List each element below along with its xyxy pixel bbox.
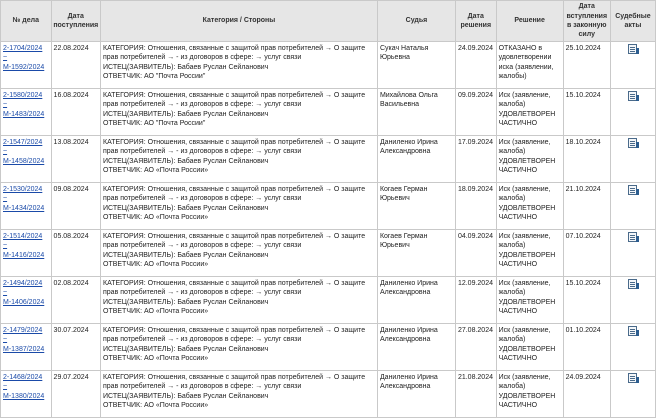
judge-name: Даниленко Ирина Александровна	[377, 324, 455, 371]
material-number: М-1380/2024	[3, 392, 45, 400]
received-date: 22.08.2024	[51, 42, 100, 89]
header-decision: Решение	[496, 1, 563, 42]
defendant-text: ОТВЕТЧИК: АО «Почта России»	[103, 354, 209, 362]
acts-cell	[610, 183, 655, 230]
category-cell	[101, 277, 378, 324]
category-text: КАТЕГОРИЯ: Отношения, связанные с защитой прав потребителей → О защите прав потребителей → - из договоров в сфере: → услуг связи	[103, 374, 366, 391]
material-number: М-1592/2024	[3, 63, 45, 71]
case-separator: ~	[3, 289, 8, 297]
plaintiff-text: ИСТЕЦ(ЗАЯВИТЕЛЬ): Бабаев Руслан Сейланович	[103, 345, 269, 353]
case-number: 2-1514/2024	[3, 233, 43, 240]
header-category: Категория / Стороны	[101, 1, 378, 42]
document-icon[interactable]	[628, 91, 637, 101]
category-text: КАТЕГОРИЯ: Отношения, связанные с защитой прав потребителей → О защите прав потребителей → - из договоров в сфере: → услуг связи	[103, 327, 366, 344]
judge-name: Даниленко Ирина Александровна	[377, 136, 455, 183]
table-row	[1, 183, 656, 230]
defendant-text: ОТВЕТЧИК: АО «Почта России»	[103, 260, 209, 268]
case-link[interactable]	[3, 327, 44, 353]
table-row	[1, 42, 656, 89]
material-number: М-1387/2024	[3, 345, 45, 353]
case-number-cell	[1, 277, 52, 324]
case-number-cell	[1, 42, 52, 89]
case-separator: ~	[3, 148, 8, 156]
decision-date: 27.08.2024	[455, 324, 496, 371]
document-icon[interactable]	[628, 44, 637, 54]
category-cell	[101, 136, 378, 183]
category-text: КАТЕГОРИЯ: Отношения, связанные с защитой прав потребителей → О защите прав потребителей → - из договоров в сфере: → услуг связи	[103, 186, 366, 203]
case-number: 2-1494/2024	[3, 280, 43, 287]
plaintiff-text: ИСТЕЦ(ЗАЯВИТЕЛЬ): Бабаев Руслан Сейланович	[103, 204, 269, 212]
document-icon[interactable]	[628, 232, 637, 242]
decision-text: Иск (заявление, жалоба) УДОВЛЕТВОРЕН ЧАСТИЧНО	[496, 324, 563, 371]
effective-date: 25.10.2024	[563, 42, 610, 89]
document-icon[interactable]	[628, 279, 637, 289]
acts-cell	[610, 230, 655, 277]
case-separator: ~	[3, 54, 8, 62]
defendant-text: ОТВЕТЧИК: АО "Почта России"	[103, 119, 206, 127]
case-separator: ~	[3, 383, 8, 391]
decision-text: Иск (заявление, жалоба) УДОВЛЕТВОРЕН ЧАСТИЧНО	[496, 136, 563, 183]
decision-text: Иск (заявление, жалоба) УДОВЛЕТВОРЕН ЧАСТИЧНО	[496, 89, 563, 136]
material-number: М-1434/2024	[3, 204, 45, 212]
plaintiff-text: ИСТЕЦ(ЗАЯВИТЕЛЬ): Бабаев Руслан Сейланович	[103, 110, 269, 118]
judge-name: Когаев Герман Юрьевич	[377, 183, 455, 230]
received-date: 05.08.2024	[51, 230, 100, 277]
acts-cell	[610, 277, 655, 324]
defendant-text: ОТВЕТЧИК: АО «Почта России»	[103, 307, 209, 315]
received-date: 30.07.2024	[51, 324, 100, 371]
decision-date: 17.09.2024	[455, 136, 496, 183]
received-date: 02.08.2024	[51, 277, 100, 324]
case-separator: ~	[3, 101, 8, 109]
case-number-cell	[1, 324, 52, 371]
material-number: М-1416/2024	[3, 251, 45, 259]
defendant-text: ОТВЕТЧИК: АО «Почта России»	[103, 401, 209, 409]
case-number-cell	[1, 89, 52, 136]
case-separator: ~	[3, 336, 8, 344]
acts-cell	[610, 324, 655, 371]
received-date: 13.08.2024	[51, 136, 100, 183]
category-cell	[101, 183, 378, 230]
document-icon[interactable]	[628, 138, 637, 148]
acts-cell	[610, 89, 655, 136]
category-cell	[101, 42, 378, 89]
acts-cell	[610, 371, 655, 418]
header-effective-date: Дата вступления в законную силу	[563, 1, 610, 42]
category-cell	[101, 371, 378, 418]
case-number: 2-1580/2024	[3, 92, 43, 99]
decision-text: Иск (заявление, жалоба) УДОВЛЕТВОРЕН ЧАСТИЧНО	[496, 371, 563, 418]
table-row	[1, 136, 656, 183]
decision-date: 24.09.2024	[455, 42, 496, 89]
category-cell	[101, 230, 378, 277]
category-text: КАТЕГОРИЯ: Отношения, связанные с защитой прав потребителей → О защите прав потребителей → - из договоров в сфере: → услуг связи	[103, 139, 366, 156]
case-number: 2-1547/2024	[3, 139, 43, 146]
effective-date: 07.10.2024	[563, 230, 610, 277]
judge-name: Михайлова Ольга Васильевна	[377, 89, 455, 136]
defendant-text: ОТВЕТЧИК: АО "Почта России"	[103, 72, 206, 80]
effective-date: 18.10.2024	[563, 136, 610, 183]
decision-text: ОТКАЗАНО в удовлетворении иска (заявлении, жалобы)	[496, 42, 563, 89]
decision-text: Иск (заявление, жалоба) УДОВЛЕТВОРЕН ЧАСТИЧНО	[496, 230, 563, 277]
document-icon[interactable]	[628, 373, 637, 383]
effective-date: 21.10.2024	[563, 183, 610, 230]
category-cell	[101, 89, 378, 136]
material-number: М-1406/2024	[3, 298, 45, 306]
case-link[interactable]	[3, 139, 44, 165]
plaintiff-text: ИСТЕЦ(ЗАЯВИТЕЛЬ): Бабаев Руслан Сейланович	[103, 157, 269, 165]
header-acts: Судебные акты	[610, 1, 655, 42]
category-text: КАТЕГОРИЯ: Отношения, связанные с защитой прав потребителей → О защите прав потребителей → - из договоров в сфере: → услуг связи	[103, 45, 366, 62]
material-number: М-1483/2024	[3, 110, 45, 118]
case-separator: ~	[3, 195, 8, 203]
case-link[interactable]	[3, 92, 44, 118]
plaintiff-text: ИСТЕЦ(ЗАЯВИТЕЛЬ): Бабаев Руслан Сейланович	[103, 251, 269, 259]
case-link[interactable]	[3, 374, 44, 400]
acts-cell	[610, 136, 655, 183]
table-row	[1, 230, 656, 277]
decision-date: 18.09.2024	[455, 183, 496, 230]
decision-text: Иск (заявление, жалоба) УДОВЛЕТВОРЕН ЧАСТИЧНО	[496, 183, 563, 230]
judge-name: Даниленко Ирина Александровна	[377, 371, 455, 418]
defendant-text: ОТВЕТЧИК: АО «Почта России»	[103, 166, 209, 174]
decision-date: 09.09.2024	[455, 89, 496, 136]
table-row	[1, 324, 656, 371]
case-number: 2-1479/2024	[3, 327, 43, 334]
received-date: 09.08.2024	[51, 183, 100, 230]
case-link[interactable]	[3, 45, 44, 71]
case-number: 2-1704/2024	[3, 45, 43, 52]
table-header-row	[1, 1, 656, 42]
judge-name: Когаев Герман Юрьевич	[377, 230, 455, 277]
case-separator: ~	[3, 242, 8, 250]
effective-date: 15.10.2024	[563, 277, 610, 324]
case-link[interactable]	[3, 233, 44, 259]
header-case-no: № дела	[1, 1, 52, 42]
received-date: 16.08.2024	[51, 89, 100, 136]
decision-date: 21.08.2024	[455, 371, 496, 418]
category-cell	[101, 324, 378, 371]
acts-cell	[610, 42, 655, 89]
decision-date: 12.09.2024	[455, 277, 496, 324]
header-judge: Судья	[377, 1, 455, 42]
category-text: КАТЕГОРИЯ: Отношения, связанные с защитой прав потребителей → О защите прав потребителей → - из договоров в сфере: → услуг связи	[103, 233, 366, 250]
case-number: 2-1530/2024	[3, 186, 43, 193]
table-row	[1, 89, 656, 136]
decision-text: Иск (заявление, жалоба) УДОВЛЕТВОРЕН ЧАСТИЧНО	[496, 277, 563, 324]
category-text: КАТЕГОРИЯ: Отношения, связанные с защитой прав потребителей → О защите прав потребителей → - из договоров в сфере: → услуг связи	[103, 92, 366, 109]
category-text: КАТЕГОРИЯ: Отношения, связанные с защитой прав потребителей → О защите прав потребителей → - из договоров в сфере: → услуг связи	[103, 280, 366, 297]
table-row	[1, 277, 656, 324]
effective-date: 01.10.2024	[563, 324, 610, 371]
material-number: М-1458/2024	[3, 157, 45, 165]
decision-date: 04.09.2024	[455, 230, 496, 277]
defendant-text: ОТВЕТЧИК: АО «Почта России»	[103, 213, 209, 221]
case-number-cell	[1, 371, 52, 418]
plaintiff-text: ИСТЕЦ(ЗАЯВИТЕЛЬ): Бабаев Руслан Сейланович	[103, 298, 269, 306]
plaintiff-text: ИСТЕЦ(ЗАЯВИТЕЛЬ): Бабаев Руслан Сейланович	[103, 392, 269, 400]
judge-name: Даниленко Ирина Александровна	[377, 277, 455, 324]
case-link[interactable]	[3, 186, 44, 212]
case-number-cell	[1, 136, 52, 183]
header-received: Дата поступления	[51, 1, 100, 42]
judge-name: Сукач Наталья Юрьевна	[377, 42, 455, 89]
document-icon[interactable]	[628, 185, 637, 195]
case-number-cell	[1, 183, 52, 230]
table-row	[1, 371, 656, 418]
case-link[interactable]	[3, 280, 44, 306]
effective-date: 15.10.2024	[563, 89, 610, 136]
case-number: 2-1468/2024	[3, 374, 43, 381]
plaintiff-text: ИСТЕЦ(ЗАЯВИТЕЛЬ): Бабаев Руслан Сейланович	[103, 63, 269, 71]
received-date: 29.07.2024	[51, 371, 100, 418]
header-decision-date: Дата решения	[455, 1, 496, 42]
document-icon[interactable]	[628, 326, 637, 336]
effective-date: 24.09.2024	[563, 371, 610, 418]
case-number-cell	[1, 230, 52, 277]
